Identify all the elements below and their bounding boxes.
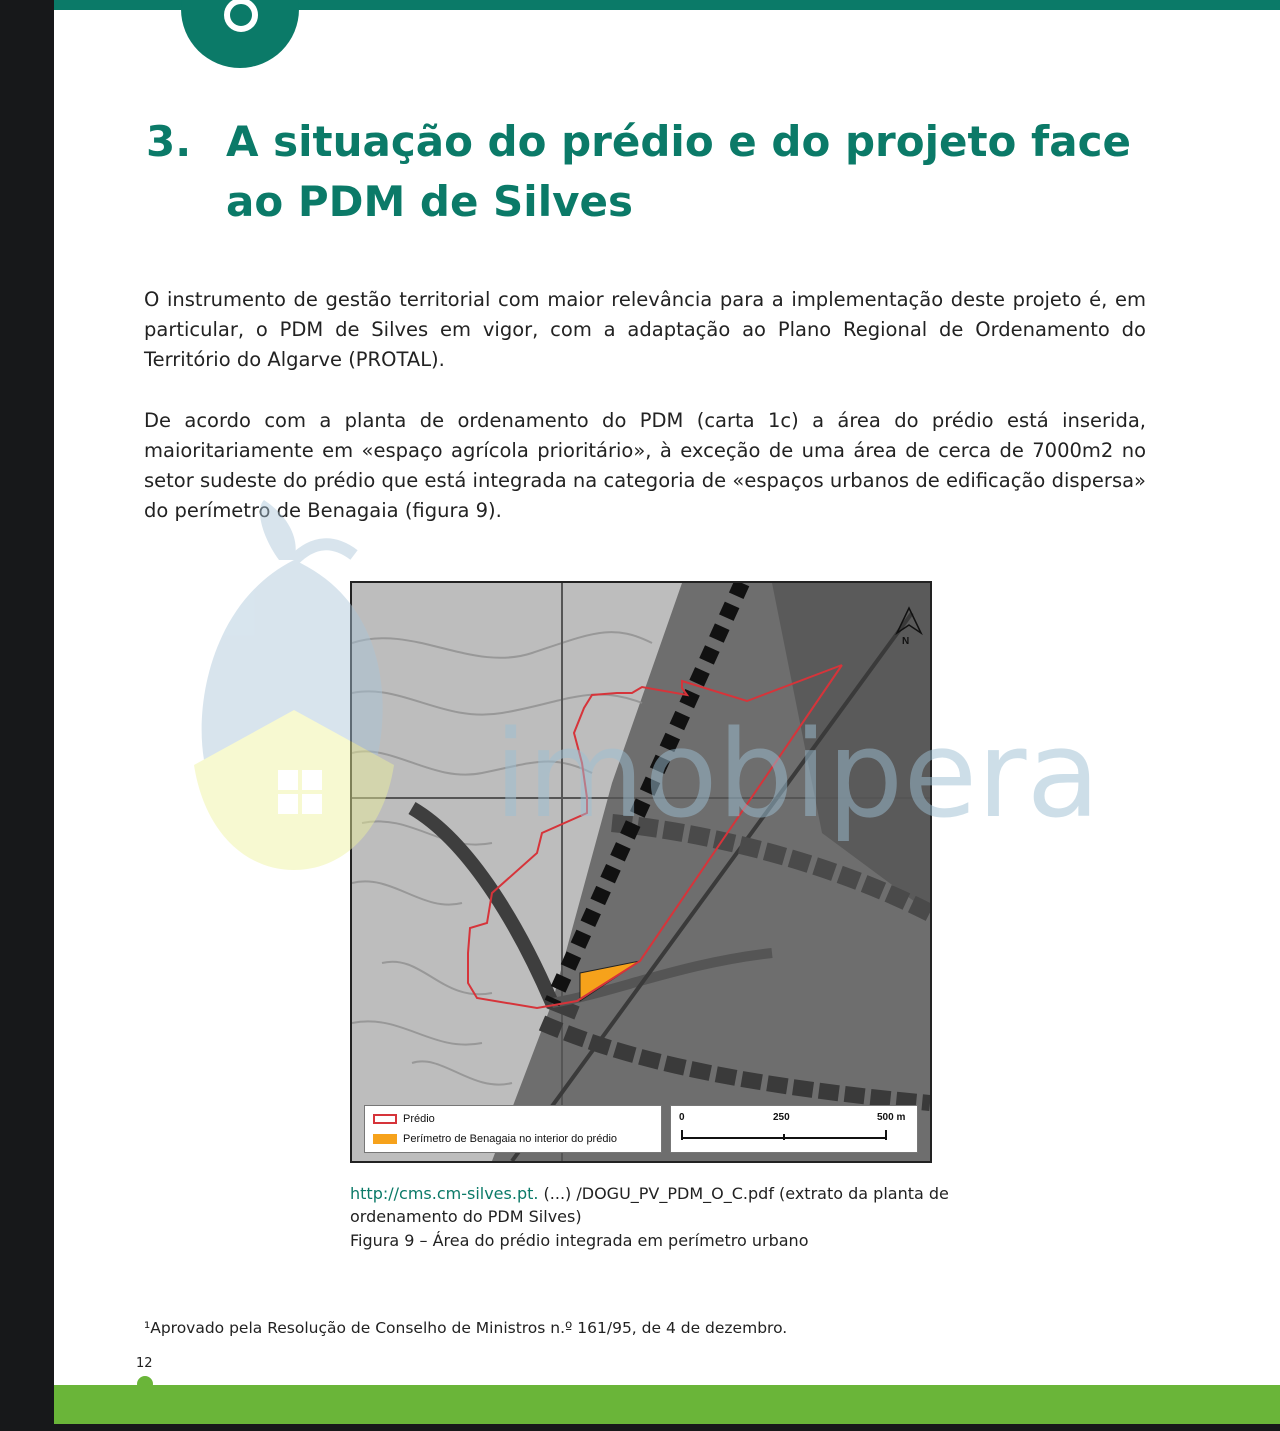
legend-item-predio: Prédio bbox=[373, 1112, 435, 1126]
watermark-text: imobipera bbox=[494, 706, 1101, 845]
document-page bbox=[54, 0, 1280, 1424]
map-image bbox=[352, 583, 930, 1161]
paragraph-1: O instrumento de gestão territorial com maior relevância para a implementação deste projeto é, em particular, o PDM de Silves em vigor, com a adaptação ao Plano Regional de Ordenamento do Território do Algarve (PROTAL). bbox=[144, 288, 1146, 371]
scale-mid-label: 250 bbox=[773, 1112, 790, 1123]
page-number: 12 bbox=[136, 1356, 153, 1371]
north-label: N bbox=[902, 636, 910, 647]
map-scale-bar bbox=[670, 1105, 918, 1153]
scale-start-label: 0 bbox=[679, 1112, 685, 1123]
legend-swatch-perimetro bbox=[373, 1134, 397, 1144]
bottom-footer-bar bbox=[54, 1385, 1280, 1424]
scale-end-label: 500 m bbox=[877, 1112, 906, 1123]
chapter-badge bbox=[181, 0, 299, 68]
legend-swatch-predio bbox=[373, 1114, 397, 1124]
figure-caption: Figura 9 – Área do prédio integrada em perímetro urbano bbox=[350, 1231, 809, 1250]
source-link[interactable]: http://cms.cm-silves.pt. bbox=[350, 1184, 539, 1203]
figure-source bbox=[350, 1182, 950, 1228]
footnote: ¹Aprovado pela Resolução de Conselho de Ministros n.º 161/95, de 4 de dezembro. bbox=[144, 1319, 788, 1337]
paragraph-2: De acordo com a planta de ordenamento do PDM (carta 1c) a área do prédio está inserida, maioritariamente em «espaço agrícola prioritário», à exceção de uma área de cerca de 7000m2 no setor sudeste do prédio que está integrada na categoria de «espaços urbanos de edificação dispersa» do perímetro de Benagaia (figura 9). bbox=[144, 409, 1146, 522]
legend-item-perimetro: Perímetro de Benagaia no interior do prédio bbox=[373, 1132, 617, 1146]
section-number: 3. bbox=[146, 117, 192, 166]
badge-ring-icon bbox=[224, 0, 258, 32]
map-figure bbox=[350, 581, 932, 1163]
map-legend bbox=[364, 1105, 662, 1153]
section-title: A situação do prédio e do projeto face ao PDM de Silves bbox=[226, 117, 1132, 226]
source-path: (...) /DOGU_PV_PDM_O_C.pdf (extrato da planta de ordenamento do PDM Silves) bbox=[350, 1184, 949, 1226]
